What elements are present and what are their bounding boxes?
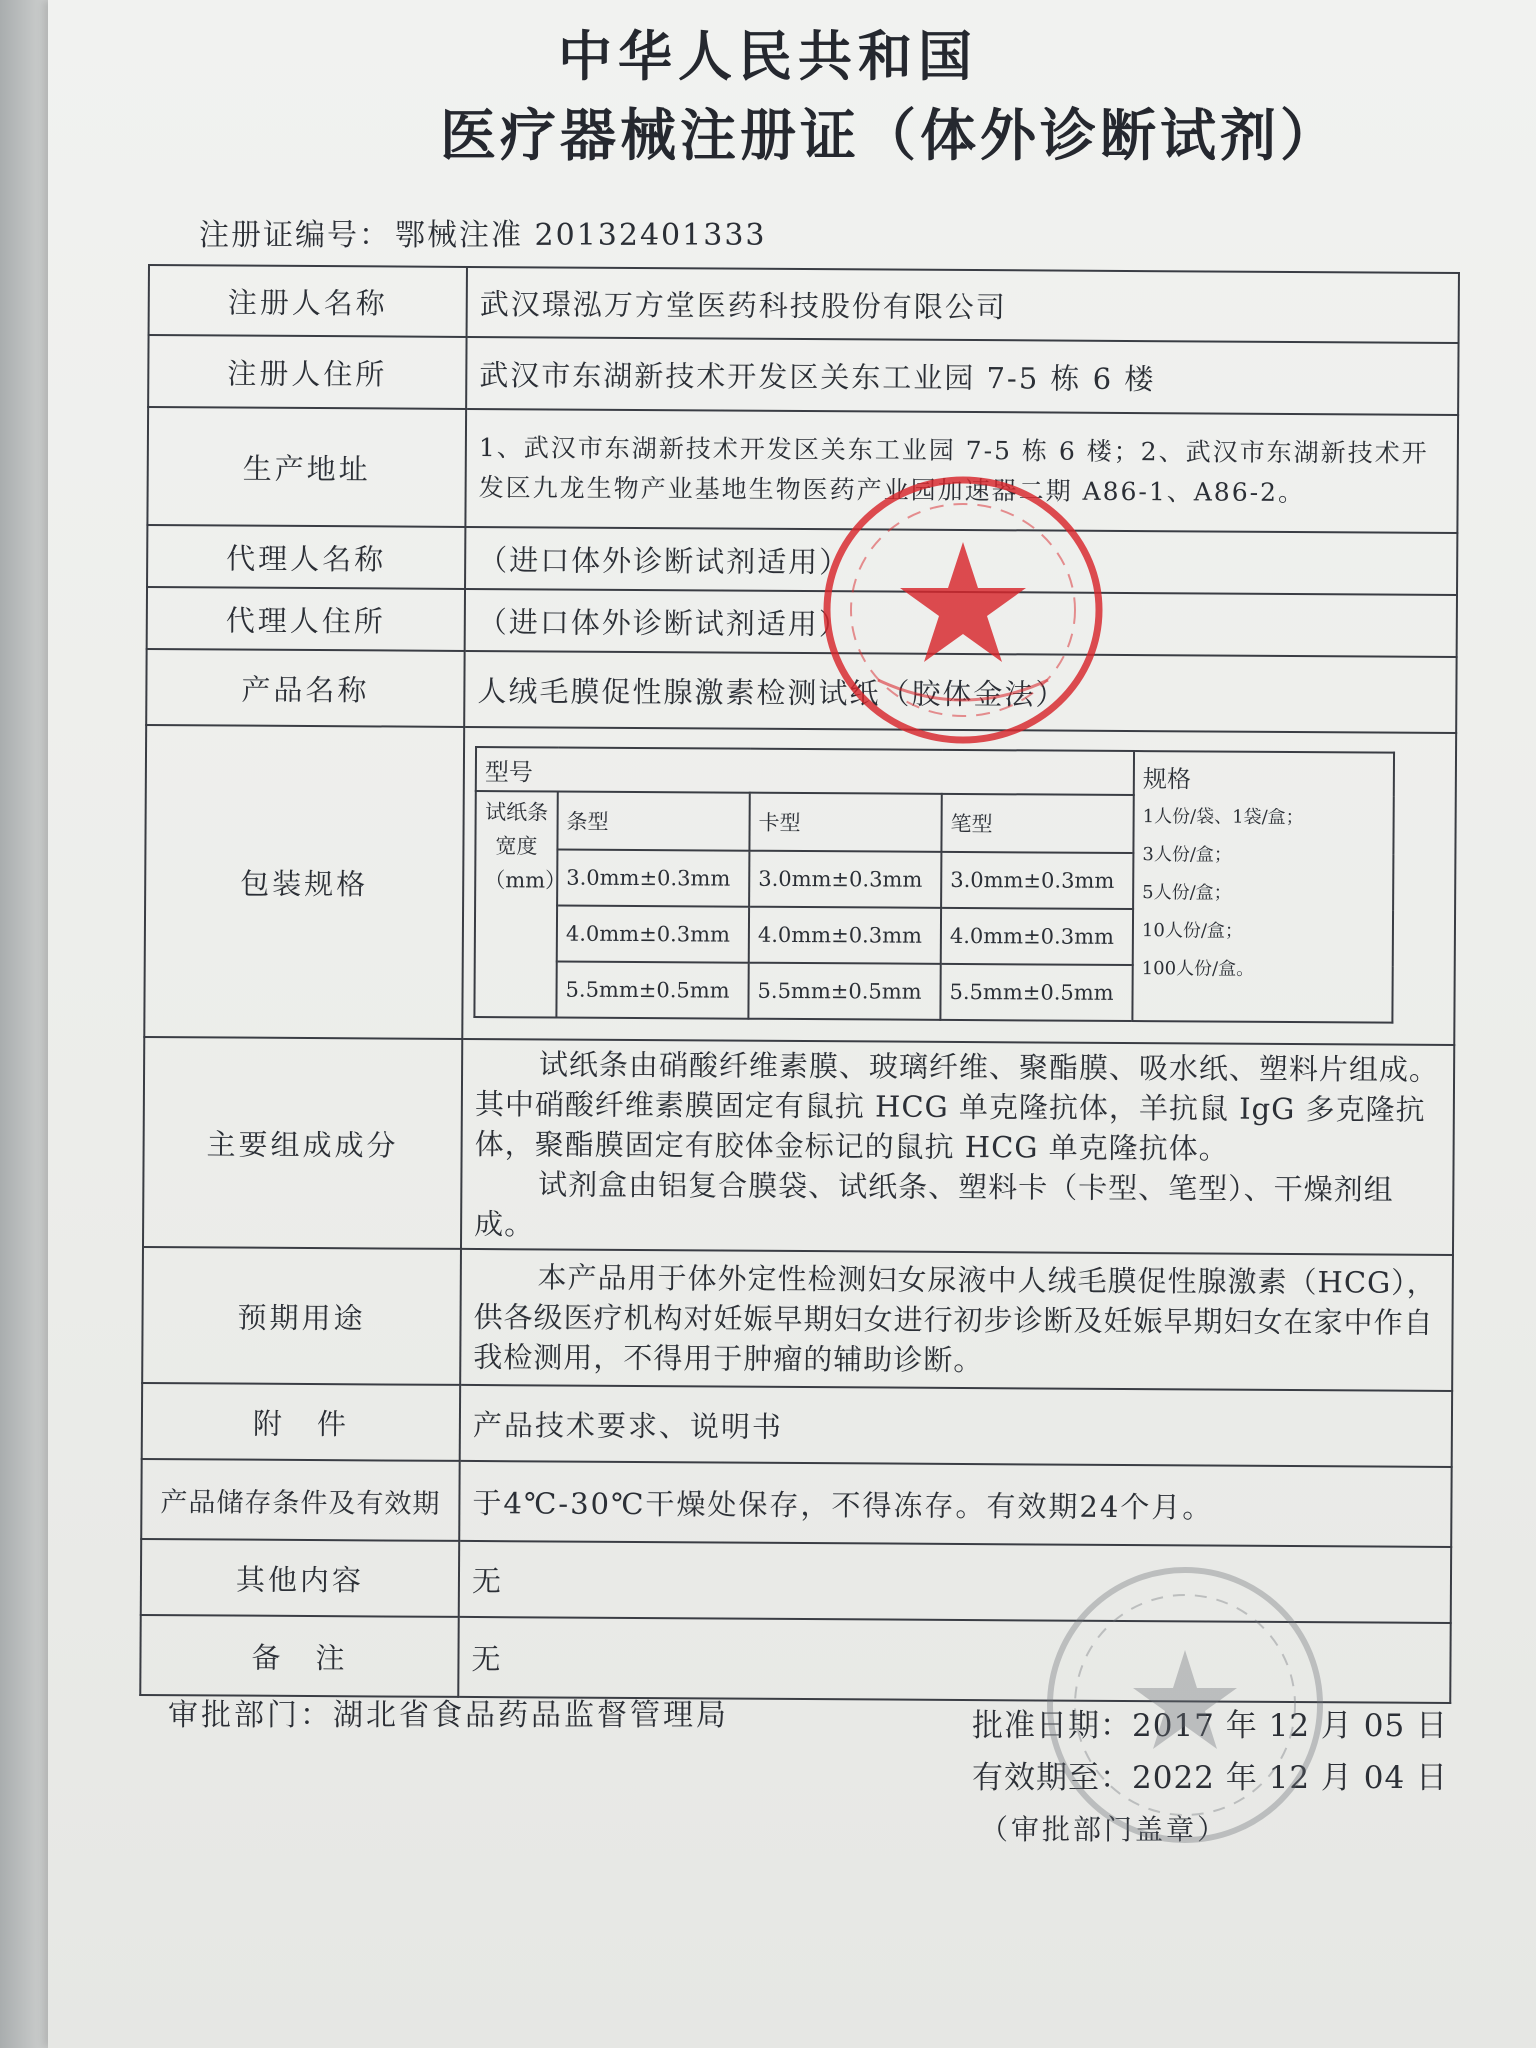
label-registrant-name: 注册人名称 [149,265,467,337]
value-storage: 于4℃-30℃干燥处保存，不得冻存。有效期24个月。 [459,1461,1451,1547]
row-production-address [147,407,1458,533]
page-edge-shadow [0,0,48,2048]
row-attachments [142,1383,1452,1467]
label-remarks: 备 注 [140,1615,458,1697]
spec-header: 规格 [1142,765,1191,794]
cell-width: 4.0mm±0.3mm [557,906,749,963]
label-other: 其他内容 [141,1539,459,1617]
row-agent-name [147,525,1457,595]
row-intended-use [142,1247,1453,1391]
spec-item: 1人份/袋、1袋/盒； [1142,806,1304,829]
value-product-name: 人绒毛膜促性腺激素检测试纸（胶体金法） [464,651,1456,733]
certificate-table [139,264,1460,1704]
label-attachments: 附 件 [142,1383,460,1461]
row-agent-address [147,587,1457,657]
packaging-table [473,746,1395,1024]
registration-number [195,210,767,254]
spec-item: 10人份/盒； [1141,920,1243,942]
cell-width: 5.5mm±0.5mm [940,964,1132,1021]
label-intended-use: 预期用途 [142,1247,461,1385]
model-pen: 笔型 [941,794,1133,853]
spec-item: 100人份/盒。 [1141,958,1255,980]
label-packaging: 包装规格 [144,725,464,1039]
approval-date: 批准日期：2017 年 12 月 05 日 [972,1708,1449,1744]
approval-department: 审批部门：湖北省食品药品监督管理局 [168,1698,729,1733]
cell-width: 5.5mm±0.5mm [556,962,748,1019]
model-card: 卡型 [749,793,941,852]
authority-seal-stamp [1040,1560,1330,1850]
cell-width: 5.5mm±0.5mm [748,963,940,1020]
company-seal-stamp [818,470,1108,750]
row-product-name [146,649,1456,733]
label-registrant-address: 注册人住所 [148,335,466,409]
certificate-title: 医疗器械注册证（体外诊断试剂） [440,104,1340,169]
seal-note: （审批部门盖章） [980,1813,1229,1846]
registration-number-value: 鄂械注准 20132401333 [395,218,767,253]
label-storage: 产品储存条件及有效期 [141,1459,459,1541]
value-remarks: 无 [458,1617,1450,1703]
value-agent-address: （进口体外诊断试剂适用） [465,589,1457,657]
row-packaging [144,725,1456,1045]
spec-item: 5人份/盒； [1142,882,1232,904]
spec-item: 3人份/盒； [1142,844,1233,866]
label-production-address: 生产地址 [147,407,466,527]
model-strip: 条型 [557,792,749,851]
cell-width: 3.0mm±0.3mm [941,852,1133,909]
row-storage [141,1459,1451,1547]
value-registrant-address: 武汉市东湖新技术开发区关东工业园 7-5 栋 6 楼 [466,337,1458,415]
value-production-address: 1、武汉市东湖新技术开发区关东工业园 7-5 栋 6 楼；2、武汉市东湖新技术开发区九龙生物产业基地生物医药产业园加速器二期 A86-1、A86-2。 [465,409,1458,533]
composition-paragraph-1: 试纸条由硝酸纤维素膜、玻璃纤维、聚酯膜、吸水纸、塑料片组成。其中硝酸纤维素膜固定有鼠抗 HCG 单克隆抗体，羊抗鼠 IgG 多克隆抗体，聚酯膜固定有胶体金标记的鼠抗 HCG 单克隆抗体。 [474,1047,1440,1166]
cell-width: 4.0mm±0.3mm [941,908,1133,965]
valid-until-date: 有效期至：2022 年 12 月 04 日 [972,1760,1449,1796]
cell-width: 3.0mm±0.3mm [557,850,749,907]
model-header: 型号 [476,747,1134,795]
country-title: 中华人民共和国 [558,25,978,88]
row-registrant-address [148,335,1458,415]
registration-number-label: 注册证编号： [199,218,391,253]
value-attachments: 产品技术要求、说明书 [460,1385,1452,1467]
value-other: 无 [459,1541,1451,1623]
composition-paragraph-2: 试剂盒由铝复合膜袋、试纸条、塑料卡（卡型、笔型）、干燥剂组成。 [474,1167,1394,1242]
intended-use-text: 本产品用于体外定性检测妇女尿液中人绒毛膜促性腺激素（HCG），供各级医疗机构对妊娠早期妇女进行初步诊断及妊娠早期妇女在家中作自我检测用，不得用于肿瘤的辅助诊断。 [473,1260,1437,1378]
label-composition: 主要组成成分 [143,1037,462,1249]
value-agent-name: （进口体外诊断试剂适用） [465,527,1457,595]
label-agent-address: 代理人住所 [147,587,465,651]
label-product-name: 产品名称 [146,649,464,727]
row-registrant-name [149,265,1459,343]
cell-width: 4.0mm±0.3mm [749,907,941,964]
row-composition [143,1037,1454,1255]
value-registrant-name: 武汉璟泓万方堂医药科技股份有限公司 [467,267,1459,343]
cell-width: 3.0mm±0.3mm [749,851,941,908]
strip-width-label: 试纸条宽度（mm） [474,791,557,1017]
label-agent-name: 代理人名称 [147,525,465,589]
